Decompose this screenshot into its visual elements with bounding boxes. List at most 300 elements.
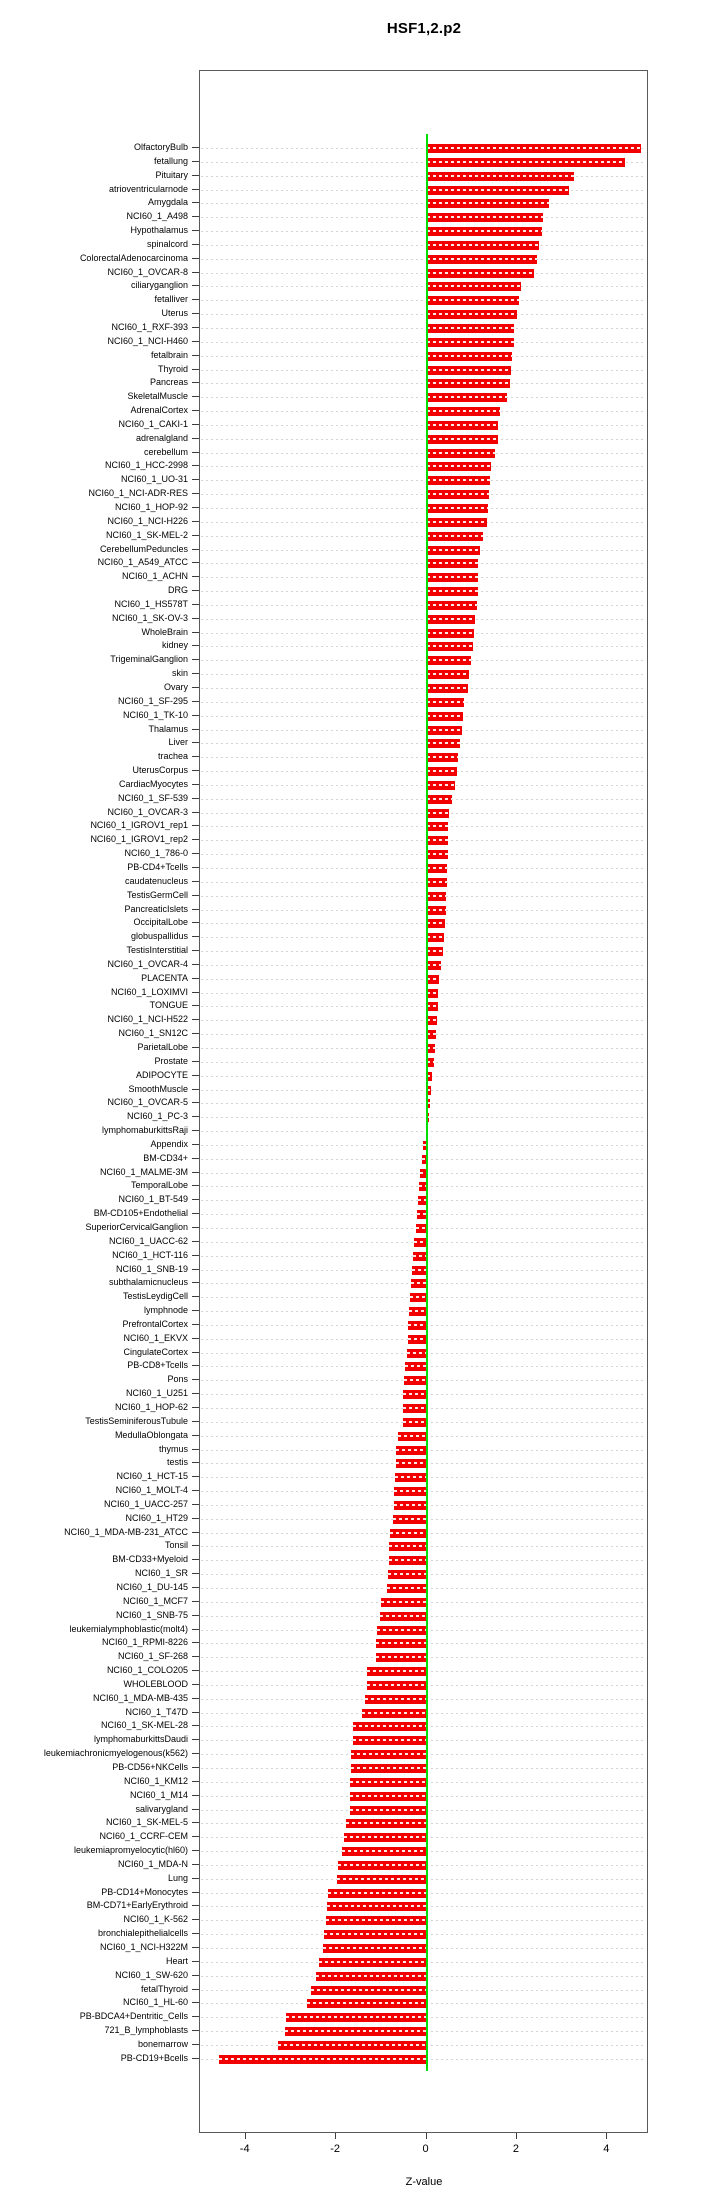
bar-dash-pattern — [427, 272, 535, 274]
category-label: NCI60_1_HCT-15 — [116, 1471, 188, 1482]
category-label: 721_B_lymphoblasts — [104, 2025, 188, 2036]
y-tick — [192, 1712, 199, 1713]
bar-dash-pattern — [427, 701, 465, 703]
category-label: Appendix — [150, 1138, 188, 1149]
category-label: PB-CD4+Tcells — [127, 861, 188, 872]
bar-dash-pattern — [427, 285, 521, 287]
category-label: Pituitary — [155, 169, 188, 180]
bar-dash-pattern — [323, 1947, 427, 1949]
category-label: OlfactoryBulb — [133, 142, 188, 152]
category-label: UterusCorpus — [132, 765, 188, 776]
y-tick — [192, 1559, 199, 1560]
category-label: PLACENTA — [141, 972, 188, 983]
gridline — [201, 716, 646, 717]
category-label: CardiacMyocytes — [118, 778, 188, 789]
category-label: NCI60_1_MALME-3M — [99, 1166, 188, 1177]
gridline — [201, 356, 646, 357]
bar-dash-pattern — [427, 909, 446, 911]
gridline — [201, 536, 646, 537]
bar-dash-pattern — [408, 1324, 426, 1326]
gridline — [201, 826, 646, 827]
y-tick — [192, 922, 199, 923]
y-tick — [192, 147, 199, 148]
bar-dash-pattern — [427, 895, 447, 897]
bar — [427, 379, 511, 388]
bar — [285, 2027, 426, 2036]
y-tick — [192, 1919, 199, 1920]
bar-dash-pattern — [427, 742, 461, 744]
bar-dash-pattern — [427, 770, 457, 772]
bar-dash-pattern — [365, 1698, 426, 1700]
bar-dash-pattern — [427, 825, 449, 827]
bar-dash-pattern — [394, 1504, 427, 1506]
y-tick — [192, 604, 199, 605]
y-tick — [192, 1255, 199, 1256]
category-label: NCI60_1_K-562 — [123, 1914, 188, 1925]
y-tick — [192, 1324, 199, 1325]
bar — [427, 518, 488, 527]
gridline — [201, 923, 646, 924]
bar — [328, 1889, 427, 1898]
gridline — [201, 342, 646, 343]
bar — [427, 559, 479, 568]
bar-dash-pattern — [427, 327, 515, 329]
bar — [319, 1958, 426, 1967]
category-label: AdrenalCortex — [130, 405, 188, 416]
bar — [427, 975, 440, 984]
bar — [286, 2013, 427, 2022]
category-label: NCI60_1_SNB-75 — [115, 1609, 188, 1620]
bar — [427, 1058, 434, 1067]
bar — [411, 1279, 426, 1288]
bar-dash-pattern — [427, 549, 481, 551]
y-tick — [192, 1047, 199, 1048]
y-tick — [192, 1172, 199, 1173]
bar-dash-pattern — [427, 258, 537, 260]
bar-dash-pattern — [427, 202, 549, 204]
bar-dash-pattern — [427, 576, 478, 578]
category-label: adrenalgland — [135, 432, 188, 443]
bar — [389, 1556, 426, 1565]
bar — [427, 809, 450, 818]
gridline — [201, 965, 646, 966]
category-label: NCI60_1_PC-3 — [126, 1111, 188, 1122]
category-label: NCI60_1_OVCAR-4 — [107, 958, 188, 969]
bar-dash-pattern — [377, 1629, 427, 1631]
y-tick — [192, 1947, 199, 1948]
y-tick — [192, 1241, 199, 1242]
gridline — [201, 1006, 646, 1007]
category-label: NCI60_1_BT-549 — [118, 1194, 188, 1205]
gridline — [201, 314, 646, 315]
y-tick — [192, 1269, 199, 1270]
bar — [380, 1612, 427, 1621]
y-tick — [192, 936, 199, 937]
y-tick — [192, 1684, 199, 1685]
bar-dash-pattern — [427, 715, 464, 717]
gridline — [201, 1020, 646, 1021]
category-label: Hypothalamus — [130, 225, 188, 236]
bar-dash-pattern — [219, 2058, 427, 2060]
bar-dash-pattern — [427, 673, 469, 675]
y-tick — [192, 798, 199, 799]
bar — [409, 1307, 426, 1316]
bar — [427, 366, 512, 375]
y-tick — [192, 1518, 199, 1519]
y-tick — [192, 1158, 199, 1159]
gridline — [201, 799, 646, 800]
x-tick — [245, 2133, 246, 2139]
gridline — [201, 1076, 646, 1077]
bar-dash-pattern — [427, 659, 471, 661]
category-label: Uterus — [161, 308, 188, 319]
y-tick — [192, 161, 199, 162]
y-tick — [192, 1601, 199, 1602]
bar-dash-pattern — [285, 2030, 426, 2032]
bar-dash-pattern — [427, 729, 462, 731]
x-tick-label: 0 — [422, 2143, 429, 2155]
y-tick — [192, 673, 199, 674]
category-label: NCI60_1_HCC-2998 — [104, 460, 188, 471]
bar — [427, 282, 521, 291]
y-tick — [192, 645, 199, 646]
category-label: MedullaOblongata — [114, 1429, 188, 1440]
bar-dash-pattern — [427, 382, 511, 384]
x-tick — [606, 2133, 607, 2139]
bar — [350, 1778, 426, 1787]
bar — [427, 421, 499, 430]
y-tick — [192, 812, 199, 813]
category-label: ParietalLobe — [137, 1041, 188, 1052]
gridline — [201, 854, 646, 855]
y-tick — [192, 853, 199, 854]
y-tick — [192, 216, 199, 217]
gridline — [201, 633, 646, 634]
category-label: Pons — [167, 1374, 188, 1385]
bar — [427, 407, 501, 416]
category-label: NCI60_1_UACC-257 — [103, 1498, 188, 1509]
bar — [376, 1653, 427, 1662]
y-tick — [192, 576, 199, 577]
bar-dash-pattern — [427, 853, 448, 855]
bar — [427, 629, 475, 638]
bar-dash-pattern — [286, 2016, 427, 2018]
bar-dash-pattern — [410, 1296, 426, 1298]
bar-dash-pattern — [367, 1684, 427, 1686]
category-label: Lung — [167, 1872, 188, 1883]
bar — [427, 338, 514, 347]
x-tick — [426, 2133, 427, 2139]
category-label: NCI60_1_NCI-H460 — [107, 335, 188, 346]
category-label: BM-CD34+ — [143, 1152, 188, 1163]
bar-dash-pattern — [351, 1767, 426, 1769]
bar — [408, 1335, 427, 1344]
bar — [353, 1722, 427, 1731]
y-tick — [192, 1656, 199, 1657]
bar-dash-pattern — [427, 950, 444, 952]
bar-dash-pattern — [427, 798, 452, 800]
bar — [427, 1016, 437, 1025]
category-label: BM-CD105+Endothelial — [93, 1208, 188, 1219]
y-tick — [192, 355, 199, 356]
bar — [427, 504, 489, 513]
y-tick — [192, 1933, 199, 1934]
y-tick — [192, 1781, 199, 1782]
category-label: NCI60_1_SF-539 — [117, 792, 188, 803]
y-tick — [192, 1725, 199, 1726]
y-tick — [192, 1213, 199, 1214]
bar — [404, 1376, 426, 1385]
category-label: NCI60_1_A549_ATCC — [97, 557, 188, 568]
y-tick — [192, 1545, 199, 1546]
bar-dash-pattern — [342, 1850, 427, 1852]
y-tick — [192, 521, 199, 522]
category-label: PancreaticIslets — [124, 903, 188, 914]
gridline — [201, 176, 646, 177]
bar-dash-pattern — [396, 1449, 426, 1451]
gridline — [201, 757, 646, 758]
bar — [403, 1390, 426, 1399]
gridline — [201, 771, 646, 772]
y-tick — [192, 396, 199, 397]
bar-dash-pattern — [407, 1352, 426, 1354]
gridline — [201, 813, 646, 814]
category-label: NCI60_1_SF-295 — [117, 695, 188, 706]
category-label: lymphomaburkittsDaudi — [93, 1734, 188, 1745]
bar-dash-pattern — [427, 1061, 434, 1063]
bar — [427, 476, 491, 485]
category-label: TONGUE — [149, 1000, 188, 1011]
category-label: NCI60_1_SNB-19 — [115, 1263, 188, 1274]
bar-dash-pattern — [427, 562, 479, 564]
y-tick — [192, 341, 199, 342]
y-tick — [192, 909, 199, 910]
y-tick — [192, 2044, 199, 2045]
category-label: NCI60_1_SN12C — [118, 1028, 188, 1039]
y-tick — [192, 2030, 199, 2031]
bar — [403, 1404, 427, 1413]
bar — [307, 1999, 427, 2008]
bar-dash-pattern — [427, 230, 542, 232]
y-tick — [192, 1573, 199, 1574]
bar-dash-pattern — [408, 1338, 427, 1340]
y-tick — [192, 1407, 199, 1408]
bar — [427, 186, 569, 195]
y-tick — [192, 881, 199, 882]
category-label: NCI60_1_HCT-116 — [112, 1249, 188, 1260]
bar-dash-pattern — [427, 1033, 437, 1035]
gridline — [201, 494, 646, 495]
bar — [427, 255, 537, 264]
y-tick — [192, 1310, 199, 1311]
bar-dash-pattern — [427, 507, 489, 509]
category-label: Heart — [165, 1955, 188, 1966]
bar — [367, 1667, 427, 1676]
category-label: fetalliver — [154, 294, 188, 305]
y-tick — [192, 1476, 199, 1477]
category-label: NCI60_1_HOP-92 — [114, 501, 188, 512]
y-tick — [192, 327, 199, 328]
gridline — [201, 1048, 646, 1049]
bar-dash-pattern — [427, 936, 445, 938]
y-tick — [192, 701, 199, 702]
bar-dash-pattern — [390, 1532, 426, 1534]
gridline — [201, 411, 646, 412]
bar — [337, 1875, 426, 1884]
zero-reference-line — [426, 134, 428, 2071]
bar-dash-pattern — [427, 604, 478, 606]
y-tick — [192, 1462, 199, 1463]
category-label: OccipitalLobe — [133, 917, 188, 928]
bar — [351, 1750, 426, 1759]
y-tick — [192, 590, 199, 591]
bar — [351, 1764, 426, 1773]
category-label: salivarygland — [135, 1803, 188, 1814]
y-tick — [192, 299, 199, 300]
category-label: NCI60_1_SK-MEL-2 — [105, 529, 188, 540]
bar — [362, 1709, 427, 1718]
bar-dash-pattern — [362, 1712, 427, 1714]
bar-dash-pattern — [427, 465, 492, 467]
y-tick — [192, 2058, 199, 2059]
y-tick — [192, 1961, 199, 1962]
y-tick — [192, 1130, 199, 1131]
bar-dash-pattern — [427, 784, 455, 786]
category-label: lymphomaburkittsRaji — [101, 1125, 188, 1136]
y-tick — [192, 1282, 199, 1283]
bar — [346, 1819, 427, 1828]
category-label: Liver — [168, 737, 188, 748]
bar — [327, 1902, 427, 1911]
bar-dash-pattern — [427, 867, 447, 869]
y-tick — [192, 369, 199, 370]
bar — [344, 1833, 426, 1842]
bar-dash-pattern — [427, 452, 495, 454]
y-tick — [192, 1532, 199, 1533]
y-tick — [192, 244, 199, 245]
bar — [427, 670, 469, 679]
bar — [427, 739, 461, 748]
category-label: NCI60_1_CAKI-1 — [118, 418, 188, 429]
y-tick — [192, 742, 199, 743]
category-label: thymus — [158, 1443, 188, 1454]
gridline — [201, 688, 646, 689]
bar — [394, 1487, 427, 1496]
bar — [427, 227, 542, 236]
category-label: ciliaryganglion — [130, 280, 188, 291]
y-tick — [192, 1435, 199, 1436]
category-label: TestisSeminiferousTubule — [85, 1415, 188, 1426]
bar-dash-pattern — [427, 369, 512, 371]
category-label: NCI60_1_T47D — [125, 1706, 188, 1717]
y-tick — [192, 507, 199, 508]
bar — [389, 1542, 426, 1551]
bar-dash-pattern — [427, 978, 440, 980]
bar-dash-pattern — [278, 2044, 427, 2046]
bar — [427, 393, 507, 402]
category-label: NCI60_1_OVCAR-5 — [107, 1097, 188, 1108]
y-tick — [192, 1670, 199, 1671]
bar — [326, 1916, 426, 1925]
category-label: Thalamus — [148, 723, 188, 734]
gridline — [201, 1034, 646, 1035]
bar-dash-pattern — [427, 341, 514, 343]
bar — [427, 199, 549, 208]
bar — [427, 961, 441, 970]
gridline — [201, 882, 646, 883]
bar — [427, 1044, 436, 1053]
bar — [427, 767, 457, 776]
bar-dash-pattern — [427, 590, 478, 592]
bar-dash-pattern — [327, 1905, 427, 1907]
bar — [427, 296, 520, 305]
gridline — [201, 937, 646, 938]
category-label: BM-CD33+Myeloid — [112, 1554, 188, 1565]
bar-dash-pattern — [387, 1587, 426, 1589]
y-tick — [192, 715, 199, 716]
category-label: PB-CD56+NKCells — [112, 1761, 188, 1772]
y-tick — [192, 1061, 199, 1062]
category-label: fetalThyroid — [140, 1983, 188, 1994]
bar — [394, 1501, 427, 1510]
category-label: NCI60_1_SK-MEL-5 — [105, 1817, 188, 1828]
bar-dash-pattern — [409, 1310, 426, 1312]
bar — [427, 1002, 438, 1011]
category-label: PB-CD8+Tcells — [127, 1360, 188, 1371]
bar — [427, 712, 464, 721]
gridline — [201, 660, 646, 661]
bar-dash-pattern — [427, 756, 459, 758]
bar — [408, 1321, 426, 1330]
y-tick — [192, 1490, 199, 1491]
bar — [427, 919, 446, 928]
y-tick — [192, 1739, 199, 1740]
gridline — [201, 259, 646, 260]
y-tick — [192, 618, 199, 619]
gridline — [201, 951, 646, 952]
y-tick — [192, 1989, 199, 1990]
y-tick — [192, 784, 199, 785]
bar-dash-pattern — [411, 1282, 426, 1284]
plot-area — [199, 70, 648, 2133]
bar — [427, 726, 462, 735]
bar-dash-pattern — [394, 1490, 427, 1492]
bar — [395, 1473, 427, 1482]
y-tick — [192, 1850, 199, 1851]
bar — [338, 1861, 427, 1870]
bar — [427, 352, 512, 361]
category-label: Thyroid — [157, 363, 188, 374]
category-label: NCI60_1_DU-145 — [116, 1581, 188, 1592]
bar-dash-pattern — [376, 1642, 427, 1644]
y-tick — [192, 1102, 199, 1103]
y-tick — [192, 1629, 199, 1630]
y-tick — [192, 1587, 199, 1588]
y-tick — [192, 1075, 199, 1076]
category-label: BM-CD71+EarlyErythroid — [86, 1900, 188, 1911]
y-tick — [192, 549, 199, 550]
bar-dash-pattern — [393, 1518, 426, 1520]
y-tick — [192, 1005, 199, 1006]
bar-dash-pattern — [376, 1656, 427, 1658]
bar-dash-pattern — [427, 881, 447, 883]
y-tick — [192, 839, 199, 840]
category-label: NCI60_1_MOLT-4 — [115, 1485, 188, 1496]
bar-dash-pattern — [350, 1795, 426, 1797]
bar-dash-pattern — [403, 1393, 426, 1395]
bar-dash-pattern — [427, 299, 520, 301]
y-tick — [192, 1892, 199, 1893]
